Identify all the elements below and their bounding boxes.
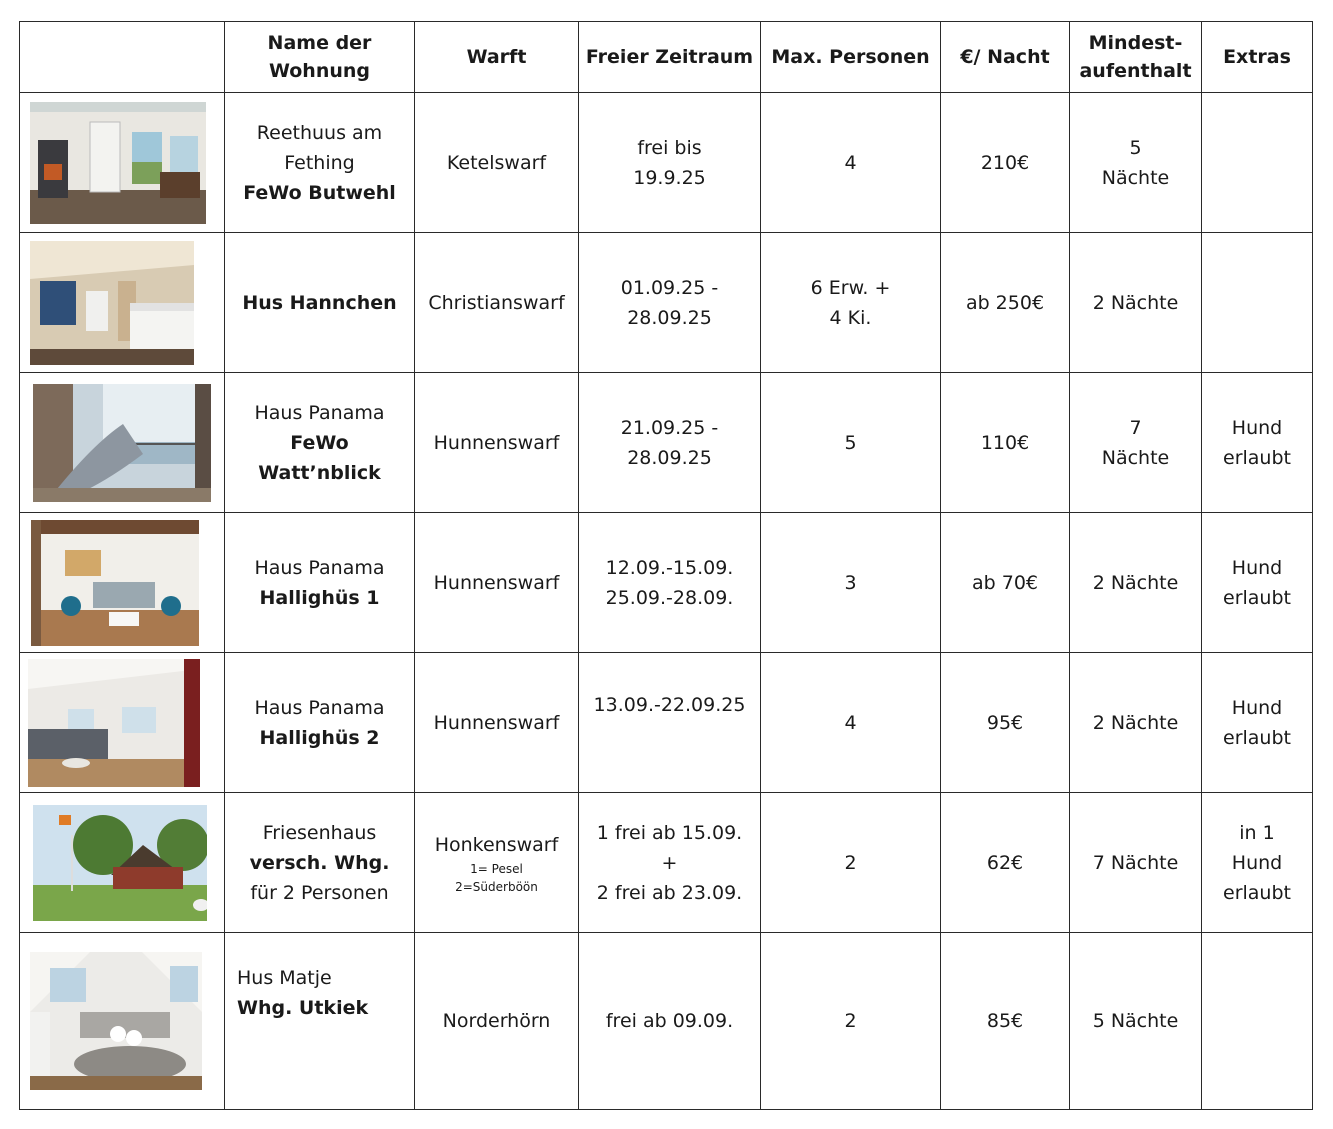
personen-cell: 2 xyxy=(761,793,941,933)
personen-cell: 2 xyxy=(761,933,941,1110)
apartment-photo-kitchen xyxy=(30,102,206,224)
photo-cell xyxy=(20,513,225,653)
apartment-photo-bedroom xyxy=(30,241,194,365)
table-row xyxy=(20,373,1313,513)
header-photo xyxy=(20,22,225,93)
warft-cell: Hunnenswarf xyxy=(415,373,579,513)
header-row xyxy=(20,22,1313,93)
table-row xyxy=(20,93,1313,233)
table-row xyxy=(20,933,1313,1110)
zeitraum-cell: 1 frei ab 15.09. + 2 frei ab 23.09. xyxy=(579,793,761,933)
table-row xyxy=(20,653,1313,793)
header-name: Name der Wohnung xyxy=(225,22,415,93)
header-warft: Warft xyxy=(415,22,579,93)
name-cell: Friesenhaus versch. Whg. für 2 Personen xyxy=(225,793,415,933)
preis-cell: 210€ xyxy=(941,93,1070,233)
photo-cell xyxy=(20,373,225,513)
preis-cell: ab 70€ xyxy=(941,513,1070,653)
preis-cell: ab 250€ xyxy=(941,233,1070,373)
apartment-photo-friesenhaus xyxy=(33,805,207,921)
preis-cell: 62€ xyxy=(941,793,1070,933)
preis-cell: 85€ xyxy=(941,933,1070,1110)
warft-cell: Ketelswarf xyxy=(415,93,579,233)
personen-cell: 4 xyxy=(761,93,941,233)
preis-cell: 95€ xyxy=(941,653,1070,793)
photo-cell xyxy=(20,793,225,933)
header-extras: Extras xyxy=(1202,22,1313,93)
zeitraum-cell: 12.09.-15.09. 25.09.-28.09. xyxy=(579,513,761,653)
extras-cell: in 1 Hund erlaubt xyxy=(1202,793,1313,933)
apartment-photo-attic xyxy=(30,952,202,1090)
vacancy-table xyxy=(19,21,1313,1110)
extras-cell: Hund erlaubt xyxy=(1202,513,1313,653)
header-personen: Max. Personen xyxy=(761,22,941,93)
apartment-photo-living-room xyxy=(31,520,199,646)
zeitraum-cell: 01.09.25 - 28.09.25 xyxy=(579,233,761,373)
photo-cell xyxy=(20,93,225,233)
personen-cell: 4 xyxy=(761,653,941,793)
extras-cell xyxy=(1202,933,1313,1110)
mindest-cell: 7 Nächte xyxy=(1070,793,1202,933)
extras-cell: Hund erlaubt xyxy=(1202,373,1313,513)
zeitraum-cell: frei ab 09.09. xyxy=(579,933,761,1110)
zeitraum-cell: 21.09.25 - 28.09.25 xyxy=(579,373,761,513)
warft-cell: Norderhörn xyxy=(415,933,579,1110)
warft-cell: Hunnenswarf xyxy=(415,653,579,793)
name-cell: Haus Panama Hallighüs 1 xyxy=(225,513,415,653)
extras-cell xyxy=(1202,93,1313,233)
table-row xyxy=(20,513,1313,653)
name-cell: Hus Matje Whg. Utkiek xyxy=(225,933,415,1110)
personen-cell: 6 Erw. + 4 Ki. xyxy=(761,233,941,373)
mindest-cell: 2 Nächte xyxy=(1070,513,1202,653)
warft-cell: Honkenswarf 1= Pesel 2=Süderböön xyxy=(415,793,579,933)
mindest-cell: 5 Nächte xyxy=(1070,933,1202,1110)
zeitraum-cell: frei bis 19.9.25 xyxy=(579,93,761,233)
name-cell: Haus Panama FeWo Watt’nblick xyxy=(225,373,415,513)
personen-cell: 3 xyxy=(761,513,941,653)
apartment-photo-balcony xyxy=(33,384,211,502)
photo-cell xyxy=(20,653,225,793)
apartment-photo-lounge xyxy=(28,659,200,787)
zeitraum-cell: 13.09.-22.09.25 xyxy=(579,653,761,793)
mindest-cell: 2 Nächte xyxy=(1070,233,1202,373)
photo-cell xyxy=(20,233,225,373)
warft-cell: Christianswarf xyxy=(415,233,579,373)
mindest-cell: 5 Nächte xyxy=(1070,93,1202,233)
name-cell: Haus Panama Hallighüs 2 xyxy=(225,653,415,793)
header-mindest: Mindest- aufenthalt xyxy=(1070,22,1202,93)
mindest-cell: 2 Nächte xyxy=(1070,653,1202,793)
personen-cell: 5 xyxy=(761,373,941,513)
extras-cell xyxy=(1202,233,1313,373)
extras-cell: Hund erlaubt xyxy=(1202,653,1313,793)
header-preis: €/ Nacht xyxy=(941,22,1070,93)
table-row xyxy=(20,233,1313,373)
mindest-cell: 7 Nächte xyxy=(1070,373,1202,513)
name-cell: Hus Hannchen xyxy=(225,233,415,373)
preis-cell: 110€ xyxy=(941,373,1070,513)
table-row xyxy=(20,793,1313,933)
photo-cell xyxy=(20,933,225,1110)
warft-cell: Hunnenswarf xyxy=(415,513,579,653)
name-cell: Reethuus am Fething FeWo Butwehl xyxy=(225,93,415,233)
header-zeitraum: Freier Zeitraum xyxy=(579,22,761,93)
